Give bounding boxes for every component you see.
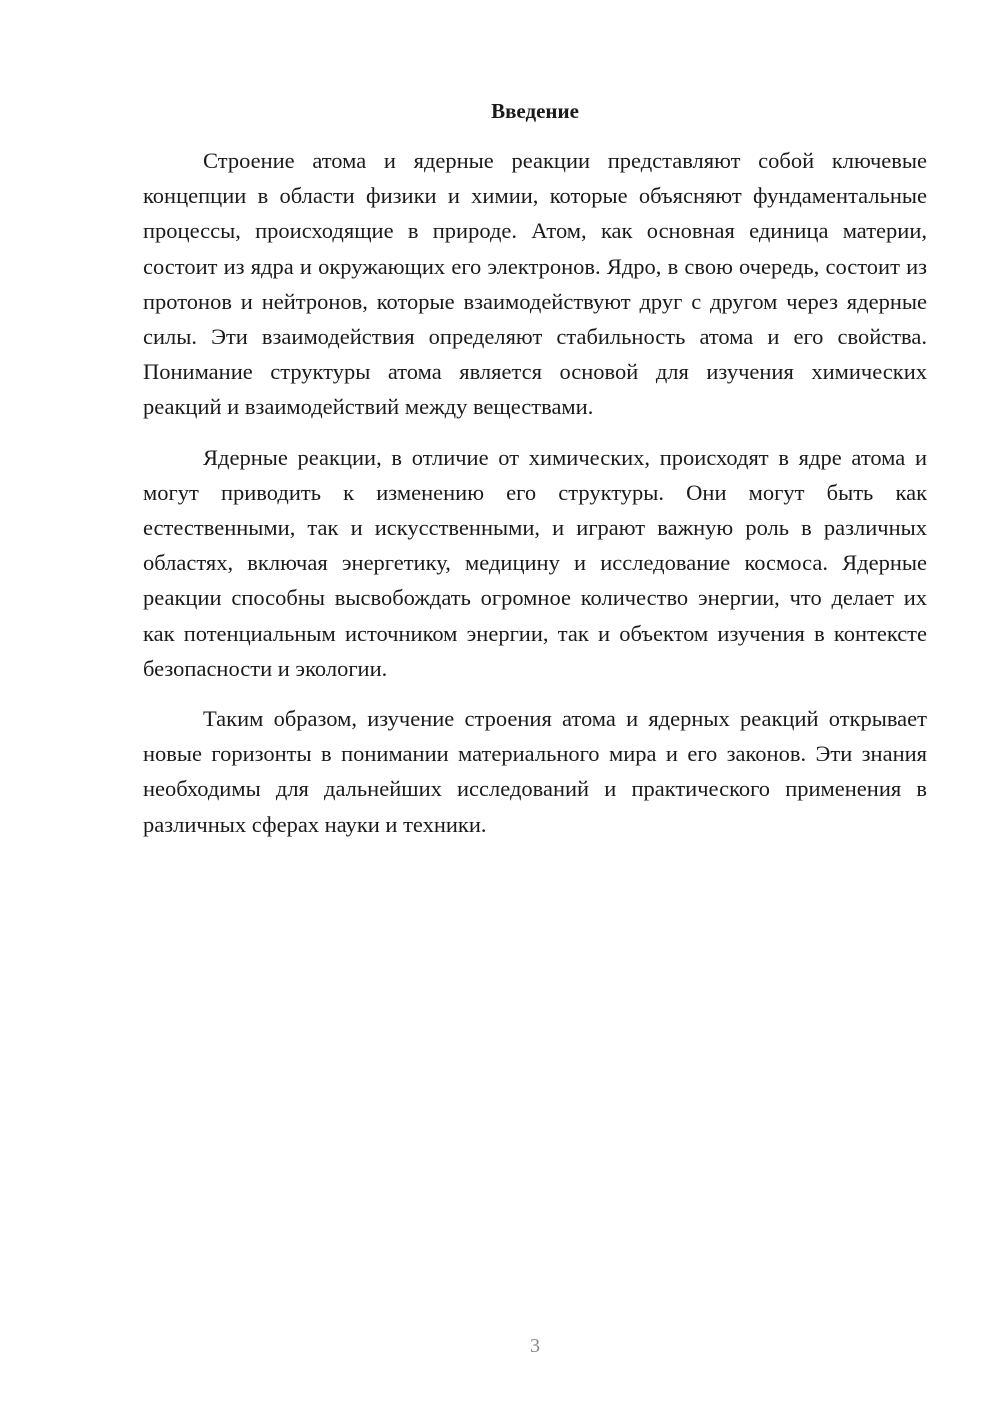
paragraph-3: Таким образом, изучение строения атома и ядерных реакций открывает новые горизонты в понимании материального мира и его законов. Эти знания необходимы для дальнейших исследований и практического применения в различных сферах науки и техники. (143, 706, 927, 837)
paragraph-1: Строение атома и ядерные реакции представляют собой ключевые концепции в области физики и химии, которые объясняют фундаментальные процессы, происходящие в природе. Атом, как основная единица материи, состоит из ядра и окружающих его электронов. Ядро, в свою очередь, состоит из протонов и нейтронов, которые взаимодействуют друг с другом через ядерные силы. Эти взаимодействия определяют стабильность атома и его свойства. Понимание структуры атома является основой для изучения химических реакций и взаимодействий между веществами. (143, 148, 927, 420)
document-body (143, 143, 927, 842)
page-number: 3 (530, 1335, 540, 1357)
paragraph-2: Ядерные реакции, в отличие от химических, происходят в ядре атома и могут приводить к изменению его структуры. Они могут быть как естественными, так и искусственными, и играют важную роль в различных областях, включая энергетику, медицину и исследование космоса. Ядерные реакции способны высвобождать огромное количество энергии, что делает их как потенциальным источником энергии, так и объектом изучения в контексте безопасности и экологии. (143, 444, 927, 681)
page-title: Введение (491, 99, 579, 123)
